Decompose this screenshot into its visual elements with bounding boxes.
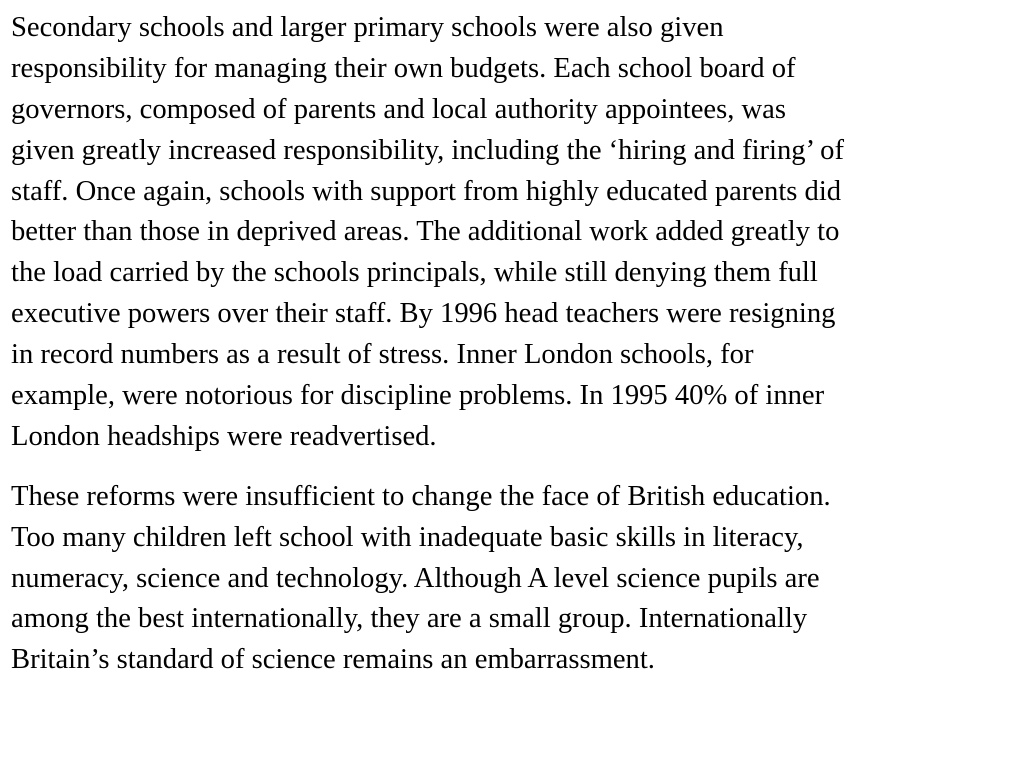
- text-line: given greatly increased responsibility, including the ‘hiring and firing’ of: [11, 134, 844, 166]
- text-line: among the best internationally, they are a small group. Internationally: [11, 603, 808, 635]
- text-line: These reforms were insufficient to change the face of British education.: [11, 480, 831, 512]
- text-line: numeracy, science and technology. Although A level science pupils are: [11, 562, 820, 594]
- paragraph-2: [11, 477, 1017, 681]
- text-line: the load carried by the schools principals, while still denying them full: [11, 257, 818, 289]
- text-line: London headships were readvertised.: [11, 420, 437, 452]
- paragraph-1: [11, 8, 1017, 458]
- paragraph-spacing: [11, 458, 1017, 477]
- text-line: governors, composed of parents and local authority appointees, was: [11, 93, 786, 125]
- document-body: [11, 8, 1017, 681]
- text-line: in record numbers as a result of stress. Inner London schools, for: [11, 339, 754, 371]
- text-line: staff. Once again, schools with support from highly educated parents did: [11, 175, 842, 207]
- text-line: executive powers over their staff. By 1996 head teachers were resigning: [11, 298, 836, 330]
- text-line: better than those in deprived areas. The additional work added greatly to: [11, 216, 840, 248]
- text-line: Britain’s standard of science remains an embarrassment.: [11, 644, 655, 676]
- text-line: example, were notorious for discipline problems. In 1995 40% of inner: [11, 380, 825, 412]
- text-line: responsibility for managing their own budgets. Each school board of: [11, 52, 796, 84]
- text-line: Secondary schools and larger primary schools were also given: [11, 12, 724, 43]
- text-line: Too many children left school with inadequate basic skills in literacy,: [11, 521, 804, 553]
